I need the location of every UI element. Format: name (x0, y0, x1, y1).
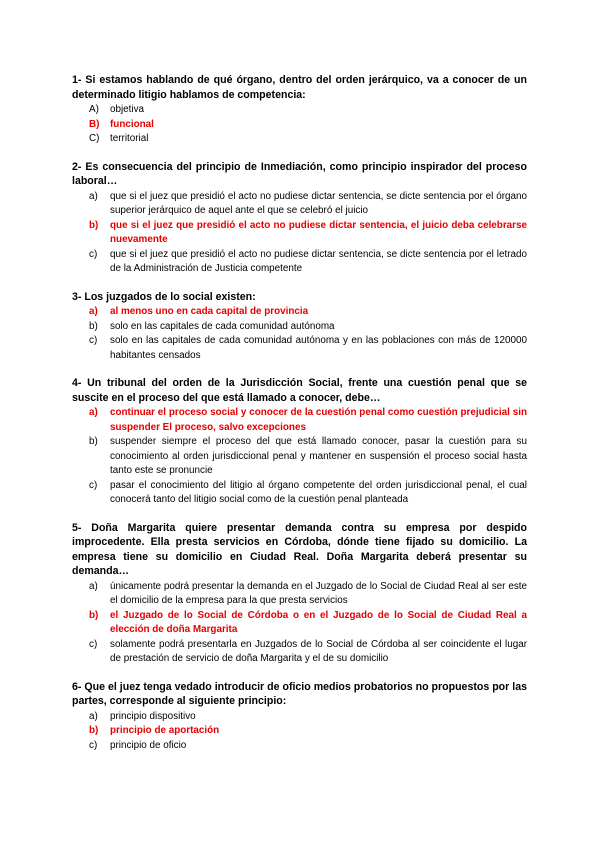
option-a: A) objetiva (89, 104, 145, 115)
question-text: 6- Que el juez tenga vedado introducir de oficio medios probatorios no propuestos por las partes, corresponde al siguiente principio: (72, 680, 527, 707)
option-c: c) pasar el conocimiento del litigio al órgano competente del orden jurisdiccional penal, el cual conocerá tanto del litigio social como de la cuestión penal planteada (89, 479, 527, 505)
option-b: b) suspender siempre el proceso del que está llamado conocer, pasar la cuestión para su conocimiento al orden jurisdiccional penal y mantener en suspensión el proceso social hasta tanto este se pronuncie (89, 436, 527, 476)
option-a: a) únicamente podrá presentar la demanda en el Juzgado de lo Social de Ciudad Real al ser este el domicilio de la empresa para la que presta servicios (89, 580, 527, 606)
option-b-correct: b) el Juzgado de lo Social de Córdoba o en el Juzgado de lo Social de Ciudad Real a elección de doña Margarita (89, 609, 527, 635)
question-6 (72, 680, 527, 754)
option-c: C) territorial (89, 133, 149, 144)
exam-page (72, 73, 527, 766)
option-a: a) que si el juez que presidió el acto no pudiese dictar sentencia, se dicte sentencia por el órgano superior jerárquico de aquel ante el que se celebró el juicio (89, 190, 527, 216)
question-text: 3- Los juzgados de lo social existen: (72, 290, 256, 303)
option-b-correct: b) principio de aportación (89, 725, 220, 736)
question-2 (72, 160, 527, 277)
option-b-correct: b) que si el juez que presidió el acto no pudiese dictar sentencia, el juicio deba celebrarse nuevamente (89, 219, 527, 245)
option-c: c) solo en las capitales de cada comunidad autónoma y en las poblaciones con más de 120000 habitantes censados (89, 335, 527, 361)
option-c: c) solamente podrá presentarla en Juzgados de lo Social de Córdoba al ser coincidente el lugar de prestación de servicio de doña Margarita y el de su domicilio (89, 638, 527, 664)
option-a-correct: a) al menos uno en cada capital de provincia (89, 306, 309, 317)
option-a: a) principio dispositivo (89, 710, 196, 722)
question-text: 4- Un tribunal del orden de la Jurisdicción Social, frente una cuestión penal que se suscite en el proceso del que está llamado a conocer, debe… (72, 377, 527, 404)
option-b: b) solo en las capitales de cada comunidad autónoma (89, 320, 335, 332)
option-b-correct: B) funcional (89, 118, 154, 130)
question-3 (72, 290, 527, 364)
question-4 (72, 376, 527, 508)
question-text: 2- Es consecuencia del principio de Inmediación, como principio inspirador del proceso laboral… (72, 160, 527, 187)
option-c: c) que si el juez que presidió el acto no pudiese dictar sentencia, se dicte sentencia por el letrado de la Administración de Justicia competente (89, 248, 527, 274)
question-5 (72, 521, 527, 667)
question-1 (72, 73, 527, 147)
option-c: c) principio de oficio (89, 739, 187, 751)
option-a-correct: a) continuar el proceso social y conocer de la cuestión penal como cuestión prejudicial sin suspender El proceso, salvo excepciones (89, 407, 527, 433)
question-text: 5- Doña Margarita quiere presentar demanda contra su empresa por despido improcedente. Ella presta servicios en Córdoba, dónde tiene fijado su domicilio. La empresa tiene su domicilio en Ciudad Real. Doña Margarita deberá presentar su demanda… (72, 521, 527, 577)
question-text: 1- Si estamos hablando de qué órgano, dentro del orden jerárquico, va a conocer de un determinado litigio hablamos de competencia: (72, 74, 527, 101)
